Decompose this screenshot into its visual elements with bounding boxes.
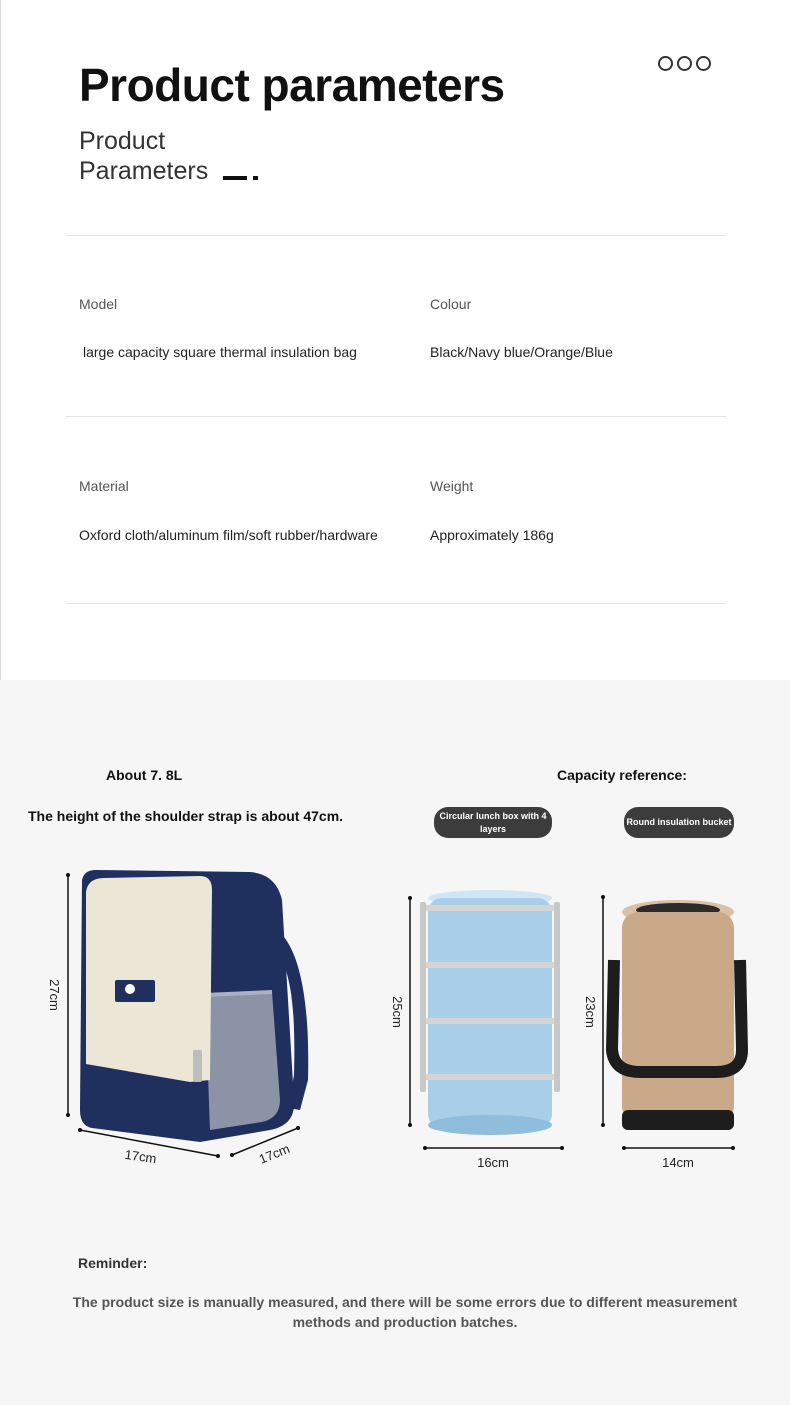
weight-label: Weight: [430, 478, 474, 494]
capacity-reference-label: Capacity reference:: [557, 767, 687, 783]
bucket-height-label: 23cm: [583, 996, 598, 1028]
model-value: large capacity square thermal insulation bag: [83, 344, 357, 360]
bucket-width-label: 14cm: [662, 1155, 694, 1170]
divider: [66, 416, 726, 417]
bag-width-label: 17cm: [123, 1146, 158, 1167]
divider: [66, 235, 726, 236]
dot-icon: [677, 56, 692, 71]
lunchbox-image: [408, 890, 564, 1150]
section-subtitle: Product Parameters: [79, 127, 209, 185]
more-options-icon: [658, 56, 711, 71]
product-illustrations: [0, 850, 790, 1190]
dot-icon: [696, 56, 711, 71]
capacity-volume: About 7. 8L: [106, 767, 183, 783]
insulation-bucket-image: [601, 895, 742, 1150]
material-value: Oxford cloth/aluminum film/soft rubber/hardware: [79, 527, 378, 543]
bucket-tag: Round insulation bucket: [624, 807, 734, 838]
model-label: Model: [79, 296, 118, 312]
subtitle-underline-dot: [253, 176, 258, 180]
lunchbox-width-label: 16cm: [477, 1155, 509, 1170]
lunchbox-height-label: 25cm: [390, 996, 405, 1028]
lunchbox-tag: Circular lunch box with 4 layers: [434, 807, 552, 838]
reminder-label: Reminder:: [78, 1255, 148, 1271]
reminder-text: The product size is manually measured, and there will be some errors due to different measurement methods and production batches.: [72, 1294, 738, 1330]
material-label: Material: [79, 478, 129, 494]
subtitle-underline: [223, 176, 247, 180]
thermal-bag-image: [66, 870, 308, 1158]
strap-height-note: The height of the shoulder strap is about 47cm.: [28, 808, 344, 824]
bag-depth-label: 17cm: [256, 1140, 292, 1167]
bag-height-label: 27cm: [47, 979, 62, 1011]
divider: [66, 603, 726, 604]
colour-label: Colour: [430, 296, 472, 312]
weight-value: Approximately 186g: [430, 527, 554, 543]
page-title: Product parameters: [79, 59, 505, 111]
dot-icon: [658, 56, 673, 71]
colour-value: Black/Navy blue/Orange/Blue: [430, 344, 613, 360]
parameters-section: [0, 0, 790, 680]
